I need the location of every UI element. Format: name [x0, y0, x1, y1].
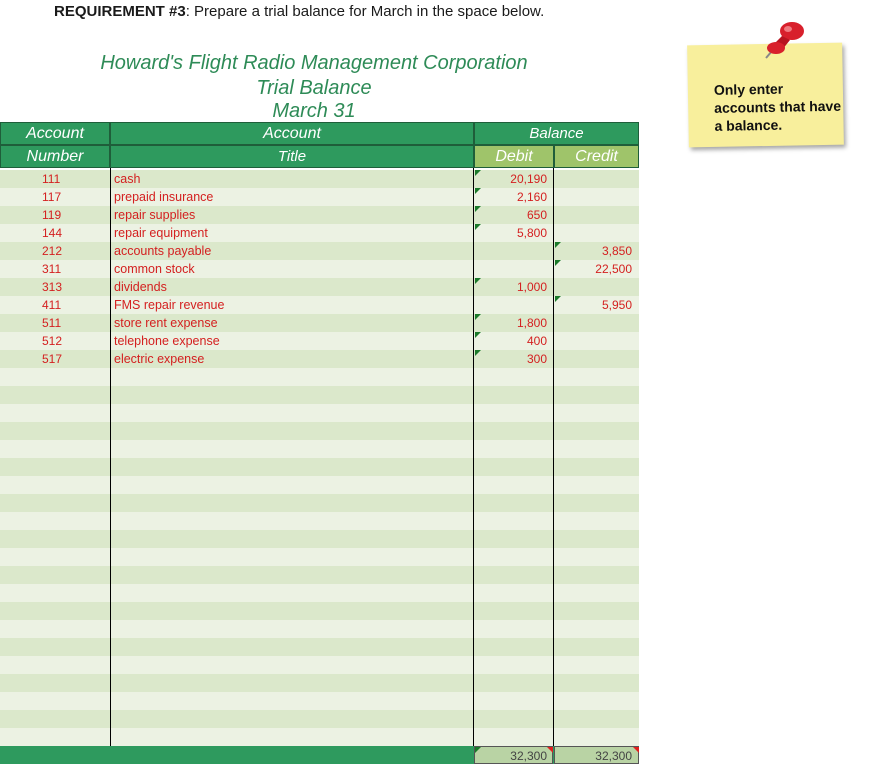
- debit-cell[interactable]: 5,800: [516, 226, 547, 240]
- credit-cell[interactable]: [555, 224, 639, 242]
- credit-cell[interactable]: [555, 656, 639, 674]
- table-row: [0, 458, 639, 476]
- account-number-cell[interactable]: 311: [42, 262, 62, 276]
- table-row: [0, 710, 639, 728]
- table-row: [0, 278, 639, 296]
- account-number-cell[interactable]: 111: [42, 172, 61, 186]
- debit-cell[interactable]: 1,800: [516, 316, 547, 330]
- account-title-cell[interactable]: common stock: [114, 262, 195, 276]
- account-title-cell[interactable]: [112, 728, 472, 746]
- debit-cell[interactable]: [474, 656, 553, 674]
- debit-cell[interactable]: [474, 296, 553, 314]
- header-balance: Balance: [474, 122, 639, 145]
- credit-cell[interactable]: [555, 386, 639, 404]
- debit-cell[interactable]: [474, 386, 553, 404]
- account-number-cell[interactable]: [0, 728, 110, 746]
- debit-cell[interactable]: [474, 494, 553, 512]
- credit-cell[interactable]: [555, 314, 639, 332]
- credit-cell[interactable]: [555, 440, 639, 458]
- table-row: [0, 296, 639, 314]
- credit-cell[interactable]: 22,500: [595, 262, 632, 276]
- account-number-cell[interactable]: [0, 422, 110, 440]
- debit-cell[interactable]: [474, 512, 553, 530]
- account-number-cell[interactable]: [0, 494, 110, 512]
- credit-cell[interactable]: [555, 188, 639, 206]
- account-title-cell[interactable]: [112, 584, 472, 602]
- account-number-cell[interactable]: [0, 404, 110, 422]
- column-divider: [110, 168, 111, 764]
- account-number-cell[interactable]: [0, 692, 110, 710]
- account-number-cell[interactable]: [0, 602, 110, 620]
- account-title-cell[interactable]: prepaid insurance: [114, 190, 214, 204]
- debit-cell[interactable]: [474, 566, 553, 584]
- table-row: [0, 386, 639, 404]
- requirement-instruction: [54, 3, 544, 20]
- credit-cell[interactable]: [555, 512, 639, 530]
- account-title-cell[interactable]: [112, 404, 472, 422]
- account-title-cell[interactable]: [112, 602, 472, 620]
- account-title-cell[interactable]: [112, 620, 472, 638]
- debit-cell[interactable]: 650: [526, 208, 547, 222]
- table-row: [0, 566, 639, 584]
- credit-cell[interactable]: [555, 332, 639, 350]
- account-title-cell[interactable]: store rent expense: [114, 316, 218, 330]
- table-row: [0, 728, 639, 746]
- table-row: [0, 332, 639, 350]
- table-row: [0, 620, 639, 638]
- account-number-cell[interactable]: 511: [42, 316, 62, 330]
- account-number-cell[interactable]: [0, 620, 110, 638]
- account-title-cell[interactable]: [112, 674, 472, 692]
- credit-cell[interactable]: [555, 692, 639, 710]
- credit-cell[interactable]: [555, 530, 639, 548]
- account-number-cell[interactable]: [0, 638, 110, 656]
- account-number-cell[interactable]: [0, 548, 110, 566]
- table-row: [0, 242, 639, 260]
- total-credit[interactable]: 32,300: [554, 746, 639, 764]
- account-title-cell[interactable]: [112, 692, 472, 710]
- table-row: [0, 656, 639, 674]
- sticky-note-text: Only enter accounts that have a balance.: [713, 80, 842, 134]
- account-number-cell[interactable]: [0, 584, 110, 602]
- account-title-cell[interactable]: dividends: [114, 280, 167, 294]
- account-number-cell[interactable]: 313: [42, 280, 63, 294]
- account-title-cell[interactable]: repair equipment: [114, 226, 208, 240]
- credit-cell[interactable]: [555, 350, 639, 368]
- credit-cell[interactable]: [555, 368, 639, 386]
- account-number-cell[interactable]: 517: [42, 352, 63, 366]
- debit-cell[interactable]: [474, 728, 553, 746]
- account-title-cell[interactable]: [112, 512, 472, 530]
- debit-cell[interactable]: [474, 368, 553, 386]
- account-number-cell[interactable]: 117: [42, 190, 62, 204]
- report-date: March 31: [272, 100, 356, 122]
- credit-cell[interactable]: [555, 674, 639, 692]
- company-name: Howard's Flight Radio Management Corporation: [100, 52, 528, 74]
- credit-cell[interactable]: [555, 620, 639, 638]
- debit-cell[interactable]: [474, 260, 553, 278]
- pushpin-icon: [752, 18, 812, 66]
- table-row: [0, 638, 639, 656]
- table-row: [0, 692, 639, 710]
- account-number-cell[interactable]: [0, 656, 110, 674]
- header-account-number-top: Account: [0, 122, 110, 145]
- credit-cell[interactable]: [555, 710, 639, 728]
- debit-cell[interactable]: 400: [526, 334, 547, 348]
- debit-cell[interactable]: [474, 674, 553, 692]
- table-row: [0, 602, 639, 620]
- credit-cell[interactable]: [555, 422, 639, 440]
- account-number-cell[interactable]: [0, 440, 110, 458]
- debit-cell[interactable]: [474, 548, 553, 566]
- account-number-cell[interactable]: 411: [42, 298, 62, 312]
- account-title-cell[interactable]: electric expense: [114, 352, 205, 366]
- account-title-cell[interactable]: telephone expense: [114, 334, 220, 348]
- cell-comment-marker: [555, 260, 561, 266]
- credit-cell[interactable]: [555, 404, 639, 422]
- account-number-cell[interactable]: 512: [42, 334, 63, 348]
- requirement-text: : Prepare a trial balance for March in the space below.: [185, 3, 545, 20]
- debit-cell[interactable]: [474, 602, 553, 620]
- account-title-cell[interactable]: [112, 422, 472, 440]
- table-row: [0, 206, 639, 224]
- account-title-cell[interactable]: [112, 656, 472, 674]
- credit-cell[interactable]: [555, 728, 639, 746]
- cell-comment-marker: [475, 170, 481, 176]
- account-title-cell[interactable]: accounts payable: [114, 244, 212, 258]
- debit-cell[interactable]: [474, 584, 553, 602]
- account-title-cell[interactable]: [112, 368, 472, 386]
- credit-cell[interactable]: 3,850: [601, 244, 632, 258]
- account-number-cell[interactable]: [0, 368, 110, 386]
- account-number-cell[interactable]: [0, 710, 110, 728]
- debit-cell[interactable]: [474, 620, 553, 638]
- cell-comment-marker: [475, 224, 481, 230]
- credit-cell[interactable]: [555, 170, 639, 188]
- account-number-cell[interactable]: [0, 476, 110, 494]
- account-number-cell[interactable]: [0, 566, 110, 584]
- account-title-cell[interactable]: [112, 458, 472, 476]
- account-number-cell[interactable]: 212: [42, 244, 63, 258]
- cell-comment-marker: [475, 206, 481, 212]
- debit-cell[interactable]: 2,160: [516, 190, 547, 204]
- credit-cell[interactable]: [555, 278, 639, 296]
- cell-comment-marker: [475, 314, 481, 320]
- account-title-cell[interactable]: repair supplies: [114, 208, 196, 222]
- table-row: [0, 260, 639, 278]
- cell-error-marker: [547, 747, 553, 753]
- table-row: [0, 548, 639, 566]
- table-row: [0, 440, 639, 458]
- account-title-cell[interactable]: FMS repair revenue: [114, 298, 225, 312]
- table-row: [0, 368, 639, 386]
- account-title-cell[interactable]: [112, 638, 472, 656]
- credit-cell[interactable]: [555, 206, 639, 224]
- debit-cell[interactable]: 1,000: [516, 280, 547, 294]
- debit-cell[interactable]: [474, 458, 553, 476]
- table-row: [0, 674, 639, 692]
- column-divider: [473, 168, 474, 764]
- credit-cell[interactable]: [555, 638, 639, 656]
- table-row: [0, 494, 639, 512]
- account-number-cell[interactable]: [0, 512, 110, 530]
- account-number-cell[interactable]: 119: [42, 208, 62, 222]
- header-title: Title: [110, 145, 474, 168]
- account-number-cell[interactable]: [0, 530, 110, 548]
- account-number-cell[interactable]: [0, 386, 110, 404]
- account-number-cell[interactable]: 144: [42, 226, 63, 240]
- cell-comment-marker: [555, 242, 561, 248]
- debit-cell[interactable]: [474, 530, 553, 548]
- debit-cell[interactable]: [474, 692, 553, 710]
- account-title-cell[interactable]: [112, 440, 472, 458]
- debit-cell[interactable]: [474, 422, 553, 440]
- account-number-cell[interactable]: [0, 458, 110, 476]
- debit-cell[interactable]: [474, 404, 553, 422]
- debit-cell[interactable]: 20,190: [510, 172, 547, 186]
- account-number-cell[interactable]: [0, 674, 110, 692]
- cell-comment-marker: [475, 350, 481, 356]
- total-debit[interactable]: 32,300: [474, 746, 553, 764]
- requirement-label: REQUIREMENT #3: [54, 3, 186, 20]
- account-title-cell[interactable]: [112, 710, 472, 728]
- account-title-cell[interactable]: [112, 386, 472, 404]
- table-row: [0, 404, 639, 422]
- credit-cell[interactable]: [555, 602, 639, 620]
- debit-cell[interactable]: [474, 440, 553, 458]
- cell-comment-marker: [475, 188, 481, 194]
- table-row: [0, 512, 639, 530]
- column-divider: [553, 168, 554, 764]
- account-title-cell[interactable]: [112, 476, 472, 494]
- cell-comment-marker: [475, 747, 481, 753]
- debit-cell[interactable]: [474, 476, 553, 494]
- cell-comment-marker: [555, 296, 561, 302]
- account-title-cell[interactable]: [112, 548, 472, 566]
- cell-error-marker: [633, 747, 639, 753]
- debit-cell[interactable]: 300: [526, 352, 547, 366]
- header-debit: Debit: [474, 145, 554, 168]
- table-row: [0, 314, 639, 332]
- table-row: [0, 224, 639, 242]
- table-row: [0, 422, 639, 440]
- table-row: [0, 170, 639, 188]
- credit-cell[interactable]: [555, 566, 639, 584]
- account-title-cell[interactable]: [112, 530, 472, 548]
- debit-cell[interactable]: [474, 638, 553, 656]
- credit-cell[interactable]: [555, 584, 639, 602]
- header-number: Number: [0, 145, 110, 168]
- credit-cell[interactable]: [555, 548, 639, 566]
- debit-cell[interactable]: [474, 710, 553, 728]
- credit-cell[interactable]: 5,950: [601, 298, 632, 312]
- account-title-cell[interactable]: [112, 566, 472, 584]
- table-row: [0, 584, 639, 602]
- credit-cell[interactable]: [555, 494, 639, 512]
- account-title-cell[interactable]: [112, 494, 472, 512]
- table-row: [0, 188, 639, 206]
- cell-comment-marker: [475, 278, 481, 284]
- header-credit: Credit: [554, 145, 639, 168]
- credit-cell[interactable]: [555, 476, 639, 494]
- table-row: [0, 476, 639, 494]
- account-title-cell[interactable]: cash: [114, 172, 141, 186]
- table-row: [0, 350, 639, 368]
- table-row: [0, 530, 639, 548]
- header-account-title-top: Account: [110, 122, 474, 145]
- cell-comment-marker: [475, 332, 481, 338]
- debit-cell[interactable]: [474, 242, 553, 260]
- report-title: Trial Balance: [256, 77, 372, 99]
- credit-cell[interactable]: [555, 458, 639, 476]
